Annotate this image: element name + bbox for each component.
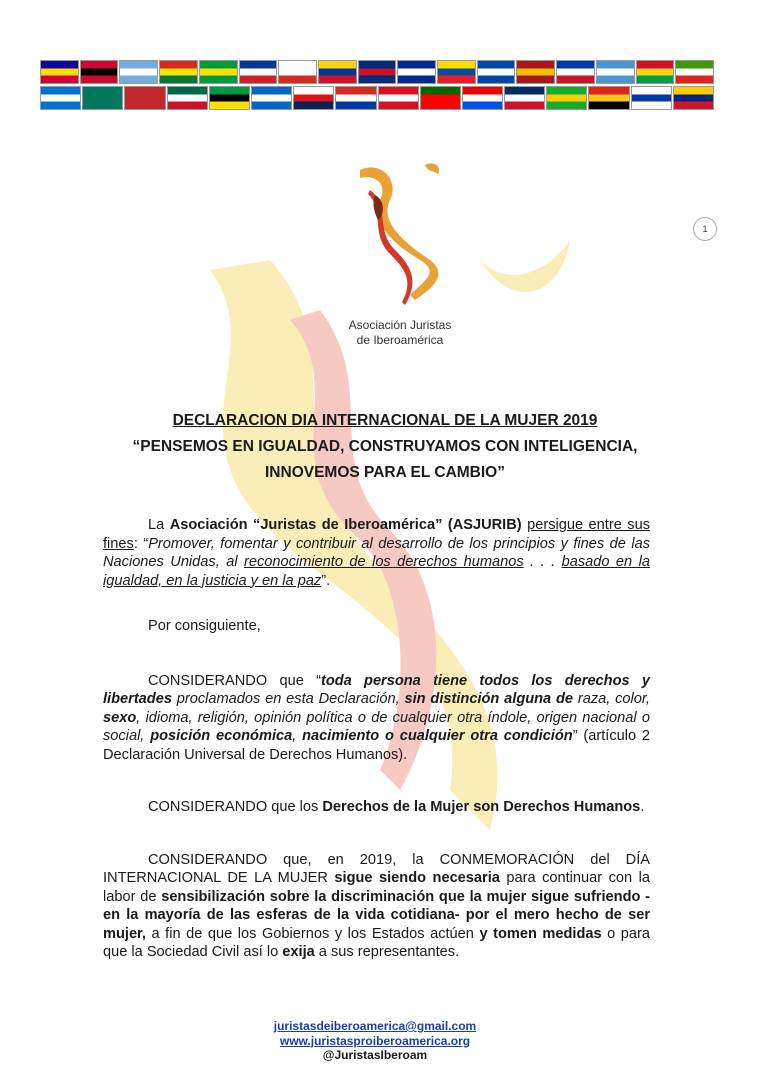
flag-nicaragua-icon bbox=[251, 86, 292, 110]
email-link[interactable]: juristasdeiberoamerica@gmail.com bbox=[273, 1019, 477, 1033]
flag-row-top bbox=[40, 60, 714, 84]
text-underlined: persigue entre sus fines bbox=[103, 517, 650, 552]
flag-sao-tome-icon bbox=[546, 86, 587, 110]
text: ” (artículo 2 Declaración Universal de Derechos Humanos). bbox=[103, 728, 651, 763]
flag-portugal-icon bbox=[420, 86, 461, 110]
text-italic: raza, color, bbox=[573, 691, 650, 707]
text-bold: sensibilización sobre la discriminación que la mujer sigue sufriendo -en la mayoría de las esferas de la vida cotidiana- por el mero hecho de ser mujer, bbox=[103, 888, 651, 942]
flag-mozambique-icon bbox=[209, 86, 250, 110]
flag-row-bottom bbox=[40, 86, 714, 110]
declaration-title bbox=[90, 408, 680, 486]
flag-bolivia-icon bbox=[159, 60, 198, 84]
flag-equatorial-guinea-icon bbox=[675, 60, 714, 84]
association-name-line1: Asociación Juristas bbox=[348, 318, 452, 332]
logo-ribbon-yellow bbox=[425, 163, 439, 174]
text: CONSIDERANDO que “ bbox=[148, 672, 321, 689]
text-bold: Derechos de la Mujer son Derechos Humanos bbox=[322, 799, 641, 815]
text-italic-underlined: reconocimiento de los derechos humanos bbox=[244, 554, 524, 570]
text-italic: proclamados en esta Declaración, bbox=[171, 691, 405, 707]
flag-strip bbox=[40, 60, 714, 112]
flag-ecuador-icon bbox=[437, 60, 476, 84]
flag-el-salvador-icon bbox=[477, 60, 516, 84]
text-bold-italic: toda persona tiene todos los derechos y libertades bbox=[103, 672, 651, 707]
flag-spain-icon bbox=[516, 60, 555, 84]
watermark-ribbon-orange bbox=[480, 240, 570, 292]
paragraph-considerando-3 bbox=[103, 851, 650, 962]
flag-macao-icon bbox=[82, 86, 123, 110]
flag-guatemala-icon bbox=[596, 60, 635, 84]
flag-costa-rica-icon bbox=[358, 60, 397, 84]
paragraph-intro bbox=[103, 516, 650, 590]
text: ”. bbox=[321, 572, 331, 589]
flag-brazil-icon bbox=[199, 60, 238, 84]
paragraph-considerando-2 bbox=[103, 798, 650, 817]
text: para continuar con la labor de bbox=[103, 870, 650, 905]
flag-morocco-icon bbox=[124, 86, 165, 110]
text-bold-italic: sexo bbox=[103, 709, 137, 726]
flag-guinea-bissau-icon bbox=[636, 60, 675, 84]
text: a sus representantes. bbox=[314, 944, 460, 960]
flag-argentina-icon bbox=[119, 60, 158, 84]
flag-uruguay-icon bbox=[631, 86, 672, 110]
text-italic: . . . bbox=[523, 554, 562, 570]
flag-mexico-icon bbox=[167, 86, 208, 110]
text-italic: Promover, fomentar y contribuir al desarrollo de los principios y fines de las Naciones Unidas, al bbox=[103, 535, 650, 570]
flag-dominican-republic-icon bbox=[504, 86, 545, 110]
flag-honduras-icon bbox=[40, 86, 81, 110]
flag-cape-verde-icon bbox=[239, 60, 278, 84]
text-bold: y tomen medidas bbox=[479, 925, 602, 942]
page-number-badge: 1 bbox=[693, 217, 717, 241]
flag-peru-icon bbox=[378, 86, 419, 110]
flag-colombia-icon bbox=[318, 60, 357, 84]
text: . bbox=[640, 799, 645, 815]
text: : “ bbox=[133, 535, 149, 552]
association-name bbox=[330, 318, 470, 348]
text-bold-italic: sin distinción alguna de bbox=[404, 691, 574, 707]
footer-contacts bbox=[200, 1019, 550, 1063]
text-bold: exija bbox=[282, 944, 315, 960]
paragraph-considerando-1 bbox=[103, 672, 650, 765]
flag-andorra-icon bbox=[40, 60, 79, 84]
text: La bbox=[148, 517, 170, 533]
title-line-1: DECLARACION DIA INTERNACIONAL DE LA MUJER 2019 bbox=[172, 412, 598, 429]
text-italic: , idioma, religión, opinión política o de cualquier otra índole, origen nacional o social, bbox=[103, 709, 650, 744]
text-bold: sigue siendo necesaria bbox=[334, 870, 500, 886]
flag-venezuela-icon bbox=[673, 86, 714, 110]
text: CONSIDERANDO que los bbox=[148, 799, 323, 815]
social-handle: @JuristasIberoam bbox=[322, 1048, 428, 1062]
flag-paraguay-icon bbox=[335, 86, 376, 110]
flag-panama-icon bbox=[293, 86, 334, 110]
text: CONSIDERANDO que, en 2019, la CONMEMORACIÓN del DÍA INTERNACIONAL DE LA MUJER bbox=[103, 851, 650, 886]
flag-east-timor-icon bbox=[588, 86, 629, 110]
title-line-2: “PENSEMOS EN IGUALDAD, CONSTRUYAMOS CON INTELIGENCIA, bbox=[132, 438, 638, 455]
logo-ribbon-orange bbox=[360, 167, 438, 300]
text-bold: Asociación “Juristas de Iberoamérica” (ASJURIB) bbox=[169, 517, 522, 533]
text-bold-italic: nacimiento o cualquier otra condición bbox=[302, 728, 573, 744]
text-bold-italic: posición económica bbox=[150, 728, 293, 744]
text-italic: , bbox=[292, 728, 303, 744]
text: o para que la Sociedad Civil así lo bbox=[103, 925, 650, 960]
flag-cuba-icon bbox=[397, 60, 436, 84]
flag-puerto-rico-icon bbox=[462, 86, 503, 110]
text: a fin de que los Gobiernos y los Estados actúen bbox=[146, 925, 480, 942]
flag-angola-icon bbox=[80, 60, 119, 84]
declaration-body bbox=[103, 516, 650, 962]
paragraph-consiguiente: Por consiguiente, bbox=[148, 618, 261, 634]
flag-philippines-icon bbox=[556, 60, 595, 84]
association-logo bbox=[330, 160, 460, 310]
title-line-3: INNOVEMOS PARA EL CAMBIO” bbox=[265, 464, 505, 481]
website-link[interactable]: www.juristasproiberoamerica.org bbox=[279, 1033, 471, 1048]
text-italic-underlined: basado en la igualdad, en la justicia y en la paz bbox=[103, 554, 650, 589]
flag-chile-icon bbox=[278, 60, 317, 84]
association-name-line2: de Iberoamérica bbox=[356, 333, 444, 347]
